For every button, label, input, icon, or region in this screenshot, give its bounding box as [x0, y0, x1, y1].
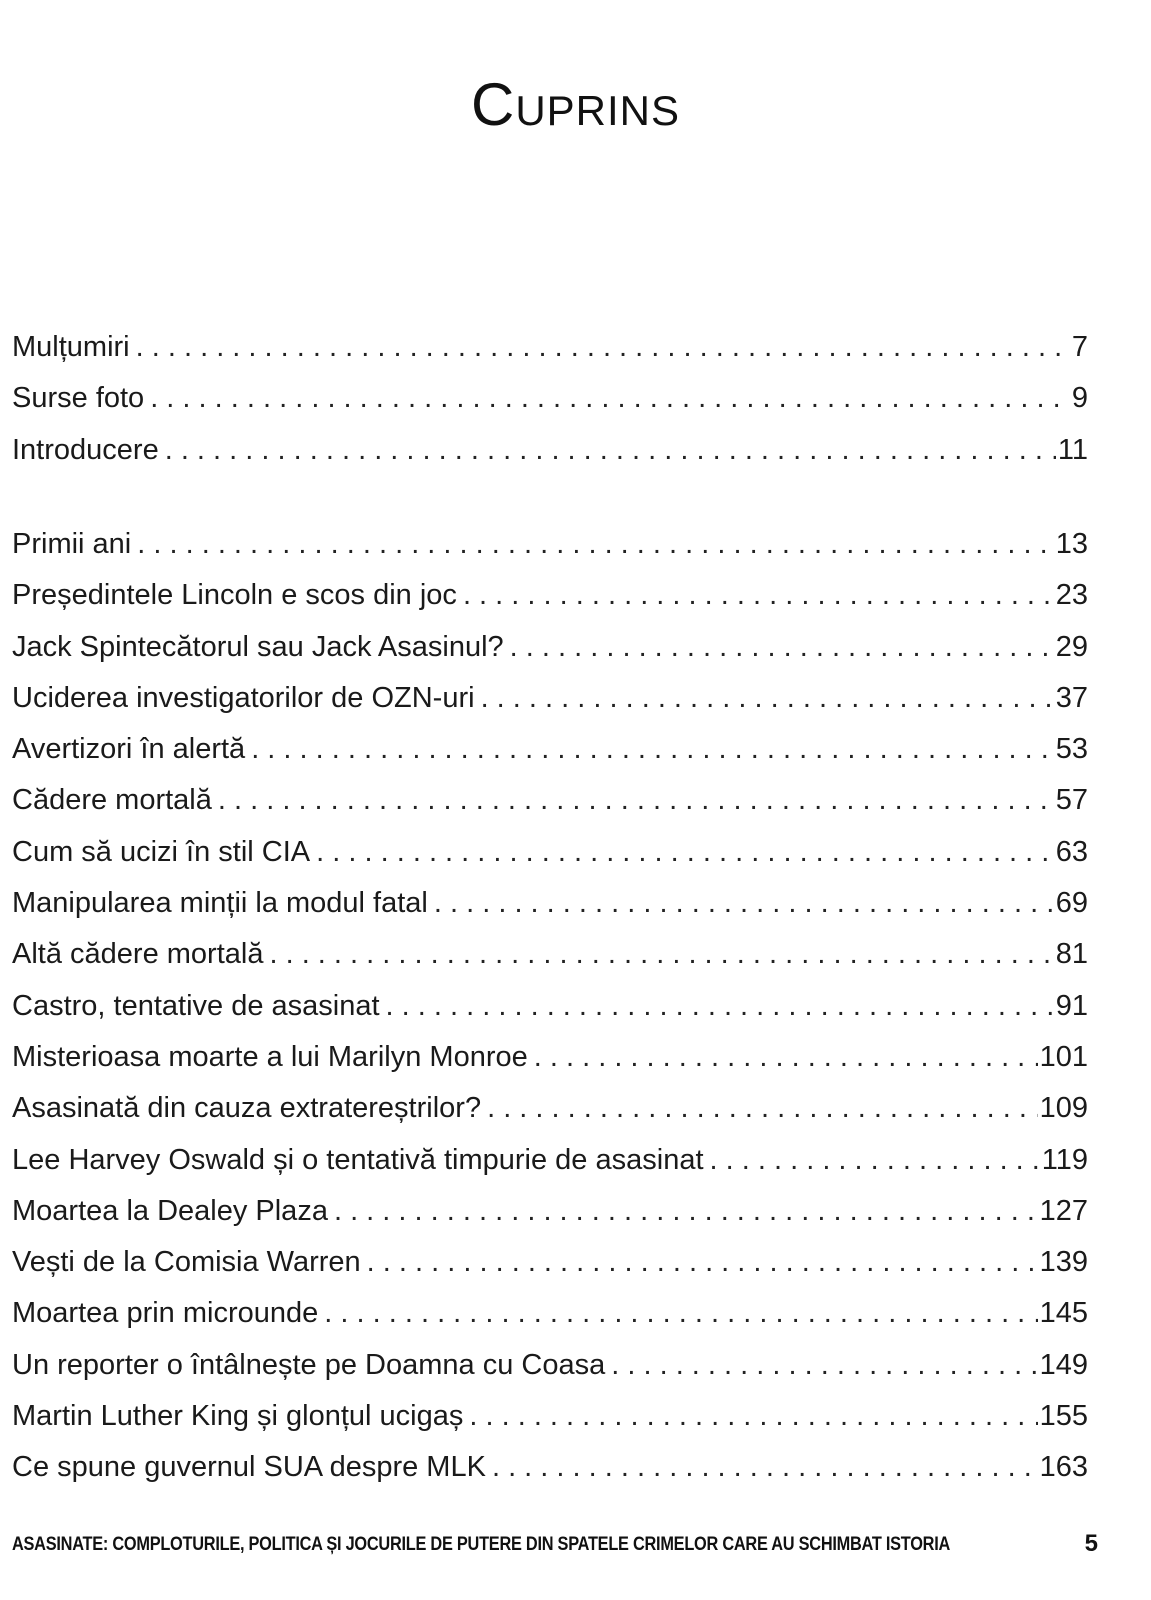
toc-entry[interactable] [12, 1446, 1088, 1497]
toc-entry[interactable] [12, 985, 1088, 1036]
dot-leader [218, 779, 1054, 821]
toc-entry-page: 163 [1039, 1451, 1088, 1484]
toc-entry-page: 127 [1039, 1194, 1088, 1227]
dot-leader [367, 1241, 1038, 1283]
toc-entry[interactable] [12, 728, 1088, 779]
toc-entry-label: Un reporter o întâlnește pe Doamna cu Coasa [12, 1348, 606, 1381]
toc-entry-label: Cădere mortală [12, 784, 212, 817]
toc-entry[interactable] [12, 1139, 1088, 1190]
toc-entry-page: 7 [1071, 331, 1088, 363]
dot-leader [316, 831, 1054, 873]
dot-leader [481, 677, 1054, 719]
toc-entry[interactable] [12, 831, 1088, 882]
toc-entry-label: Introducere [12, 433, 159, 466]
toc-entry-page: 57 [1055, 784, 1088, 817]
toc-entry[interactable] [12, 1087, 1088, 1138]
toc-entry-label: Misterioasa moarte a lui Marilyn Monroe [12, 1040, 528, 1073]
toc-entry-label: Castro, tentative de asasinat [12, 989, 380, 1022]
running-footer [12, 1530, 1098, 1562]
toc-entry-label: Ce spune guvernul SUA despre MLK [12, 1451, 486, 1484]
toc-entry-label: Cum să ucizi în stil CIA [12, 835, 311, 868]
dot-leader [487, 1087, 1038, 1129]
toc-entry-label: Lee Harvey Oswald și o tentativă timpurie de asasinat [12, 1143, 704, 1176]
toc-entry-label: Vești de la Comisia Warren [12, 1246, 361, 1279]
toc-entry[interactable] [12, 1292, 1088, 1343]
dot-leader [710, 1139, 1040, 1181]
toc-entry-label: Manipularea minții la modul fatal [12, 887, 428, 920]
toc-entry-page: 63 [1055, 835, 1088, 868]
dot-leader [324, 1292, 1037, 1334]
dot-leader [251, 728, 1054, 770]
toc-entry-label: Președintele Lincoln e scos din joc [12, 579, 457, 612]
toc-entry[interactable] [12, 779, 1088, 830]
toc-entry[interactable] [12, 574, 1088, 625]
dot-leader [434, 882, 1054, 924]
toc-entry[interactable] [12, 677, 1088, 728]
toc-entry[interactable] [12, 1344, 1088, 1395]
dot-leader [611, 1344, 1037, 1386]
dot-leader [334, 1190, 1038, 1232]
toc-entry-label: Asasinată din cauza extratereștrilor? [12, 1092, 482, 1125]
dot-leader [150, 377, 1070, 419]
toc-entry-label: Moartea la Dealey Plaza [12, 1194, 328, 1227]
page-title-text: Cuprins [470, 71, 681, 139]
toc-entry[interactable] [12, 1395, 1088, 1446]
toc-entry-page: 69 [1055, 887, 1088, 920]
toc-entry[interactable] [12, 523, 1088, 574]
toc-entry-page: 53 [1055, 733, 1088, 766]
footer-book-title: ASASINATE: COMPLOTURILE, POLITICA ȘI JOCURILE DE PUTERE DIN SPATELE CRIMELOR CARE AU SCHIMBAT ISTORIA [12, 1534, 951, 1555]
toc-entry-page: 139 [1039, 1246, 1088, 1279]
toc-entry-page: 11 [1057, 433, 1088, 466]
toc-entry[interactable] [12, 1036, 1088, 1087]
toc-entry-page: 13 [1055, 528, 1088, 560]
page-number: 5 [1084, 1530, 1098, 1557]
dot-leader [137, 523, 1053, 565]
toc-front-matter [12, 326, 1088, 480]
dot-leader [492, 1446, 1038, 1488]
toc-entry-label: Moartea prin microunde [12, 1297, 319, 1330]
dot-leader [463, 574, 1054, 616]
toc-entry-label: Mulțumiri [12, 331, 130, 363]
toc-entry-page: 119 [1041, 1143, 1088, 1176]
toc-entry-label: Jack Spintecătorul sau Jack Asasinul? [12, 630, 504, 663]
dot-leader [269, 933, 1053, 975]
toc-entry-label: Altă cădere mortală [12, 938, 264, 971]
toc-entry[interactable] [12, 626, 1088, 677]
toc-entry-label: Primii ani [12, 528, 132, 560]
toc-entry-page: 145 [1039, 1297, 1088, 1330]
toc-entry-page: 81 [1055, 938, 1088, 971]
toc-entry-page: 101 [1039, 1040, 1088, 1073]
toc-entry-page: 9 [1071, 382, 1088, 415]
toc-chapters [12, 523, 1088, 1498]
toc-entry[interactable] [12, 1190, 1088, 1241]
dot-leader [386, 985, 1054, 1027]
toc-entry-page: 109 [1039, 1092, 1088, 1125]
toc-entry-page: 149 [1039, 1348, 1088, 1381]
toc-entry[interactable] [12, 1241, 1088, 1292]
dot-leader [510, 626, 1054, 668]
toc-entry-label: Martin Luther King și glonțul ucigaș [12, 1400, 464, 1433]
toc-entry-page: 37 [1055, 681, 1088, 714]
toc-entry-page: 155 [1039, 1400, 1088, 1433]
toc-entry[interactable] [12, 377, 1088, 428]
toc-entry[interactable] [12, 882, 1088, 933]
toc-entry-page: 23 [1055, 579, 1088, 612]
dot-leader [136, 326, 1070, 368]
toc-entry-label: Surse foto [12, 382, 145, 415]
toc-entry-label: Uciderea investigatorilor de OZN-uri [12, 681, 475, 714]
toc-entry-label: Avertizori în alertă [12, 733, 246, 766]
toc-entry[interactable] [12, 429, 1088, 480]
toc-entry[interactable] [12, 326, 1088, 377]
toc-entry-page: 29 [1055, 630, 1088, 663]
dot-leader [534, 1036, 1038, 1078]
toc-entry-page: 91 [1055, 989, 1088, 1022]
page-title [0, 72, 1151, 138]
dot-leader [469, 1395, 1037, 1437]
toc-entry[interactable] [12, 933, 1088, 984]
dot-leader [165, 429, 1056, 471]
